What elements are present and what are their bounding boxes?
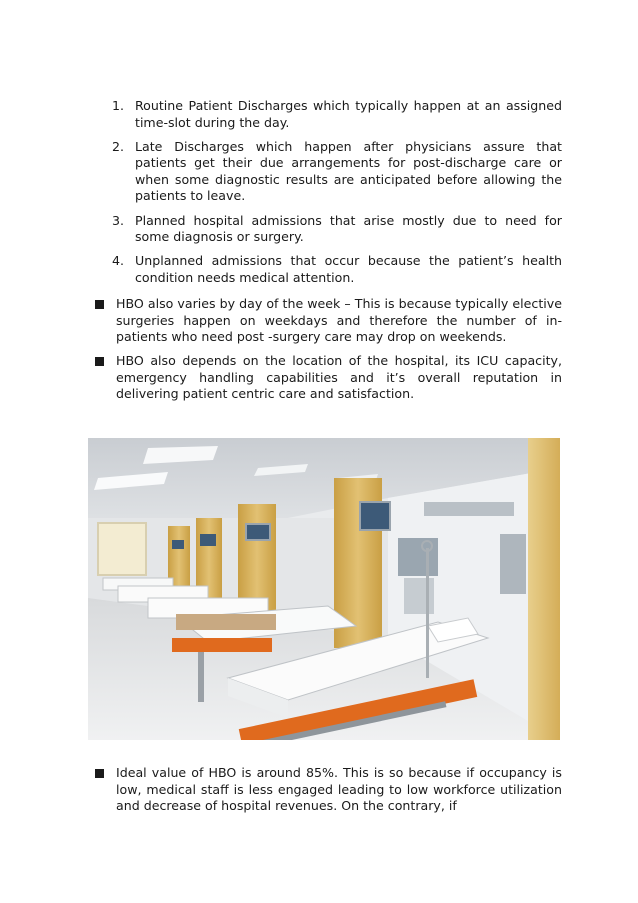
bullet-text: Ideal value of HBO is around 85%. This is so because if occupancy is low, medical staff is less engaged leading to low workforce utilization and decrease of hospital revenues. On the contrary, if [116, 765, 562, 814]
list-item [112, 139, 562, 205]
list-item [112, 98, 562, 131]
square-bullet-icon [95, 765, 116, 815]
list-marker: 4. [112, 253, 125, 269]
bullet-item [95, 765, 562, 815]
list-item-text: Late Discharges which happen after physicians assure that patients get their due arrangements for post-discharge care or when some diagnostic results are anticipated before allowing the patients to leave. [135, 138, 562, 204]
list-item-text: Unplanned admissions that occur because the patient’s health condition needs medical attention. [135, 253, 562, 285]
bullet-list-top [95, 296, 562, 411]
list-marker: 1. [112, 98, 125, 113]
hospital-ward-illustration [88, 438, 560, 740]
list-item [112, 213, 562, 246]
square-bullet-icon [95, 296, 116, 346]
list-item-text: Routine Patient Discharges which typically happen at an assigned time-slot during the day. [135, 98, 562, 130]
bullet-text: HBO also depends on the location of the hospital, its ICU capacity, emergency handling capabilities and it’s overall reputation in delivering patient centric care and satisfaction. [116, 353, 562, 402]
numbered-list [112, 98, 562, 294]
bullet-item [95, 353, 562, 403]
bullet-list-bottom [95, 765, 562, 822]
list-marker: 3. [112, 212, 125, 228]
hospital-ward-photo [88, 438, 560, 740]
bullet-text: HBO also varies by day of the week – This is because typically elective surgeries happen on weekdays and therefore the number of in- patients who need post -surgery care may drop on weekends. [116, 296, 562, 345]
bullet-item [95, 296, 562, 346]
square-bullet-icon [95, 353, 116, 403]
list-item [112, 253, 562, 286]
list-marker: 2. [112, 138, 125, 154]
list-item-text: Planned hospital admissions that arise mostly due to need for some diagnosis or surgery. [135, 212, 562, 245]
